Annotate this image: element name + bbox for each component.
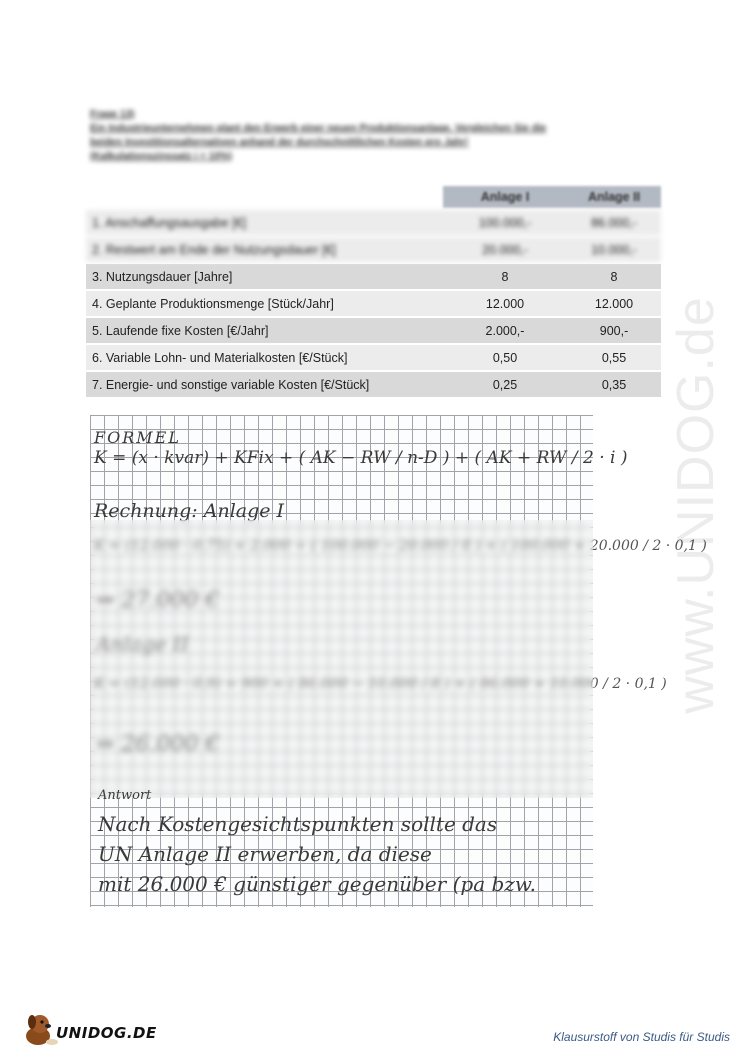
row-value-anlage-1: 0,25 [443,371,567,398]
row-value-anlage-1: 20.000,- [443,236,567,263]
row-value-anlage-2: 12.000 [567,290,661,317]
blurred-solution-area [90,520,593,798]
formula: K = (x · kvar) + KFix + ( AK − RW / n-D ) + ( AK + RW / 2 · i ) [94,448,628,468]
question-block [90,108,650,164]
row-label: 6. Variable Lohn- und Materialkosten [€/Stück] [86,344,443,371]
question-line-2: beiden Investitionsalternativen anhand der durchschnittlichen Kosten pro Jahr! [90,137,469,148]
footer-tagline: Klausurstoff von Studis für Studis [553,1030,730,1044]
formel-label: FORMEL [94,428,181,447]
result-anlage-2: ⇒ 26.000 € [96,732,220,757]
watermark [646,270,746,740]
row-value-anlage-2: 10.000,- [567,236,661,263]
row-value-anlage-1: 2.000,- [443,317,567,344]
row-value-anlage-2: 86.000,- [567,209,661,236]
row-label: 2. Restwert am Ende der Nutzungsdauer [€] [86,236,443,263]
answer-line-3: mit 26.000 € günstiger gegenüber (pa bzw. [98,872,536,896]
row-label: 3. Nutzungsdauer [Jahre] [86,263,443,290]
row-value-anlage-1: 8 [443,263,567,290]
watermark-text: www.UNIDOG.de [667,296,725,714]
table-row [86,236,661,263]
rechnung-label: Rechnung: Anlage I [94,500,285,522]
row-label: 7. Energie- und sonstige variable Kosten [€/Stück] [86,371,443,398]
table-row [86,290,661,317]
calculation-anlage-2: K = (12.000 · 0,9) + 900 + ( 86.000 − 10.000 / 8 ) + ( 86.000 + 10.000 / 2 · 0,1 ) [94,676,667,692]
table-row [86,263,661,290]
logo-text: UNIDOG.DE [56,1024,157,1042]
row-label: 1. Anschaffungsausgabe [€] [86,209,443,236]
calculation-anlage-1: K = (12.000 · 0,75) + 2.000 + ( 100.000 − 20.000 / 8 ) + ( 100.000 + 20.000 / 2 · 0,1 ) [94,538,707,554]
table-row [86,317,661,344]
row-value-anlage-1: 12.000 [443,290,567,317]
row-value-anlage-1: 100.000,- [443,209,567,236]
row-value-anlage-2: 0,35 [567,371,661,398]
row-value-anlage-2: 8 [567,263,661,290]
table-header-empty [86,186,443,209]
question-title: Frage 13) [90,109,135,120]
table-header-anlage-1: Anlage I [443,186,567,209]
result-anlage-1: ⇒ 27.000 € [96,588,220,613]
row-label: 5. Laufende fixe Kosten [€/Jahr] [86,317,443,344]
anlage-2-label: Anlage II [96,632,189,656]
table-header-row [86,186,661,209]
table-row [86,209,661,236]
investment-table [86,186,661,399]
question-line-3: (Kalkulationszinssatz i = 10%) [90,151,232,162]
antwort-label: Antwort [98,788,152,803]
answer-line-1: Nach Kostengesichtspunkten sollte das [98,812,498,836]
table-header-anlage-2: Anlage II [567,186,661,209]
row-value-anlage-2: 0,55 [567,344,661,371]
row-value-anlage-1: 0,50 [443,344,567,371]
question-line-1: Ein Industrieunternehmen plant den Erwerb einer neuen Produktionsanlage. Vergleichen Sie die [90,123,547,134]
row-label: 4. Geplante Produktionsmenge [Stück/Jahr] [86,290,443,317]
row-value-anlage-2: 900,- [567,317,661,344]
table-row [86,371,661,398]
table-row [86,344,661,371]
answer-line-2: UN Anlage II erwerben, da diese [98,842,432,866]
